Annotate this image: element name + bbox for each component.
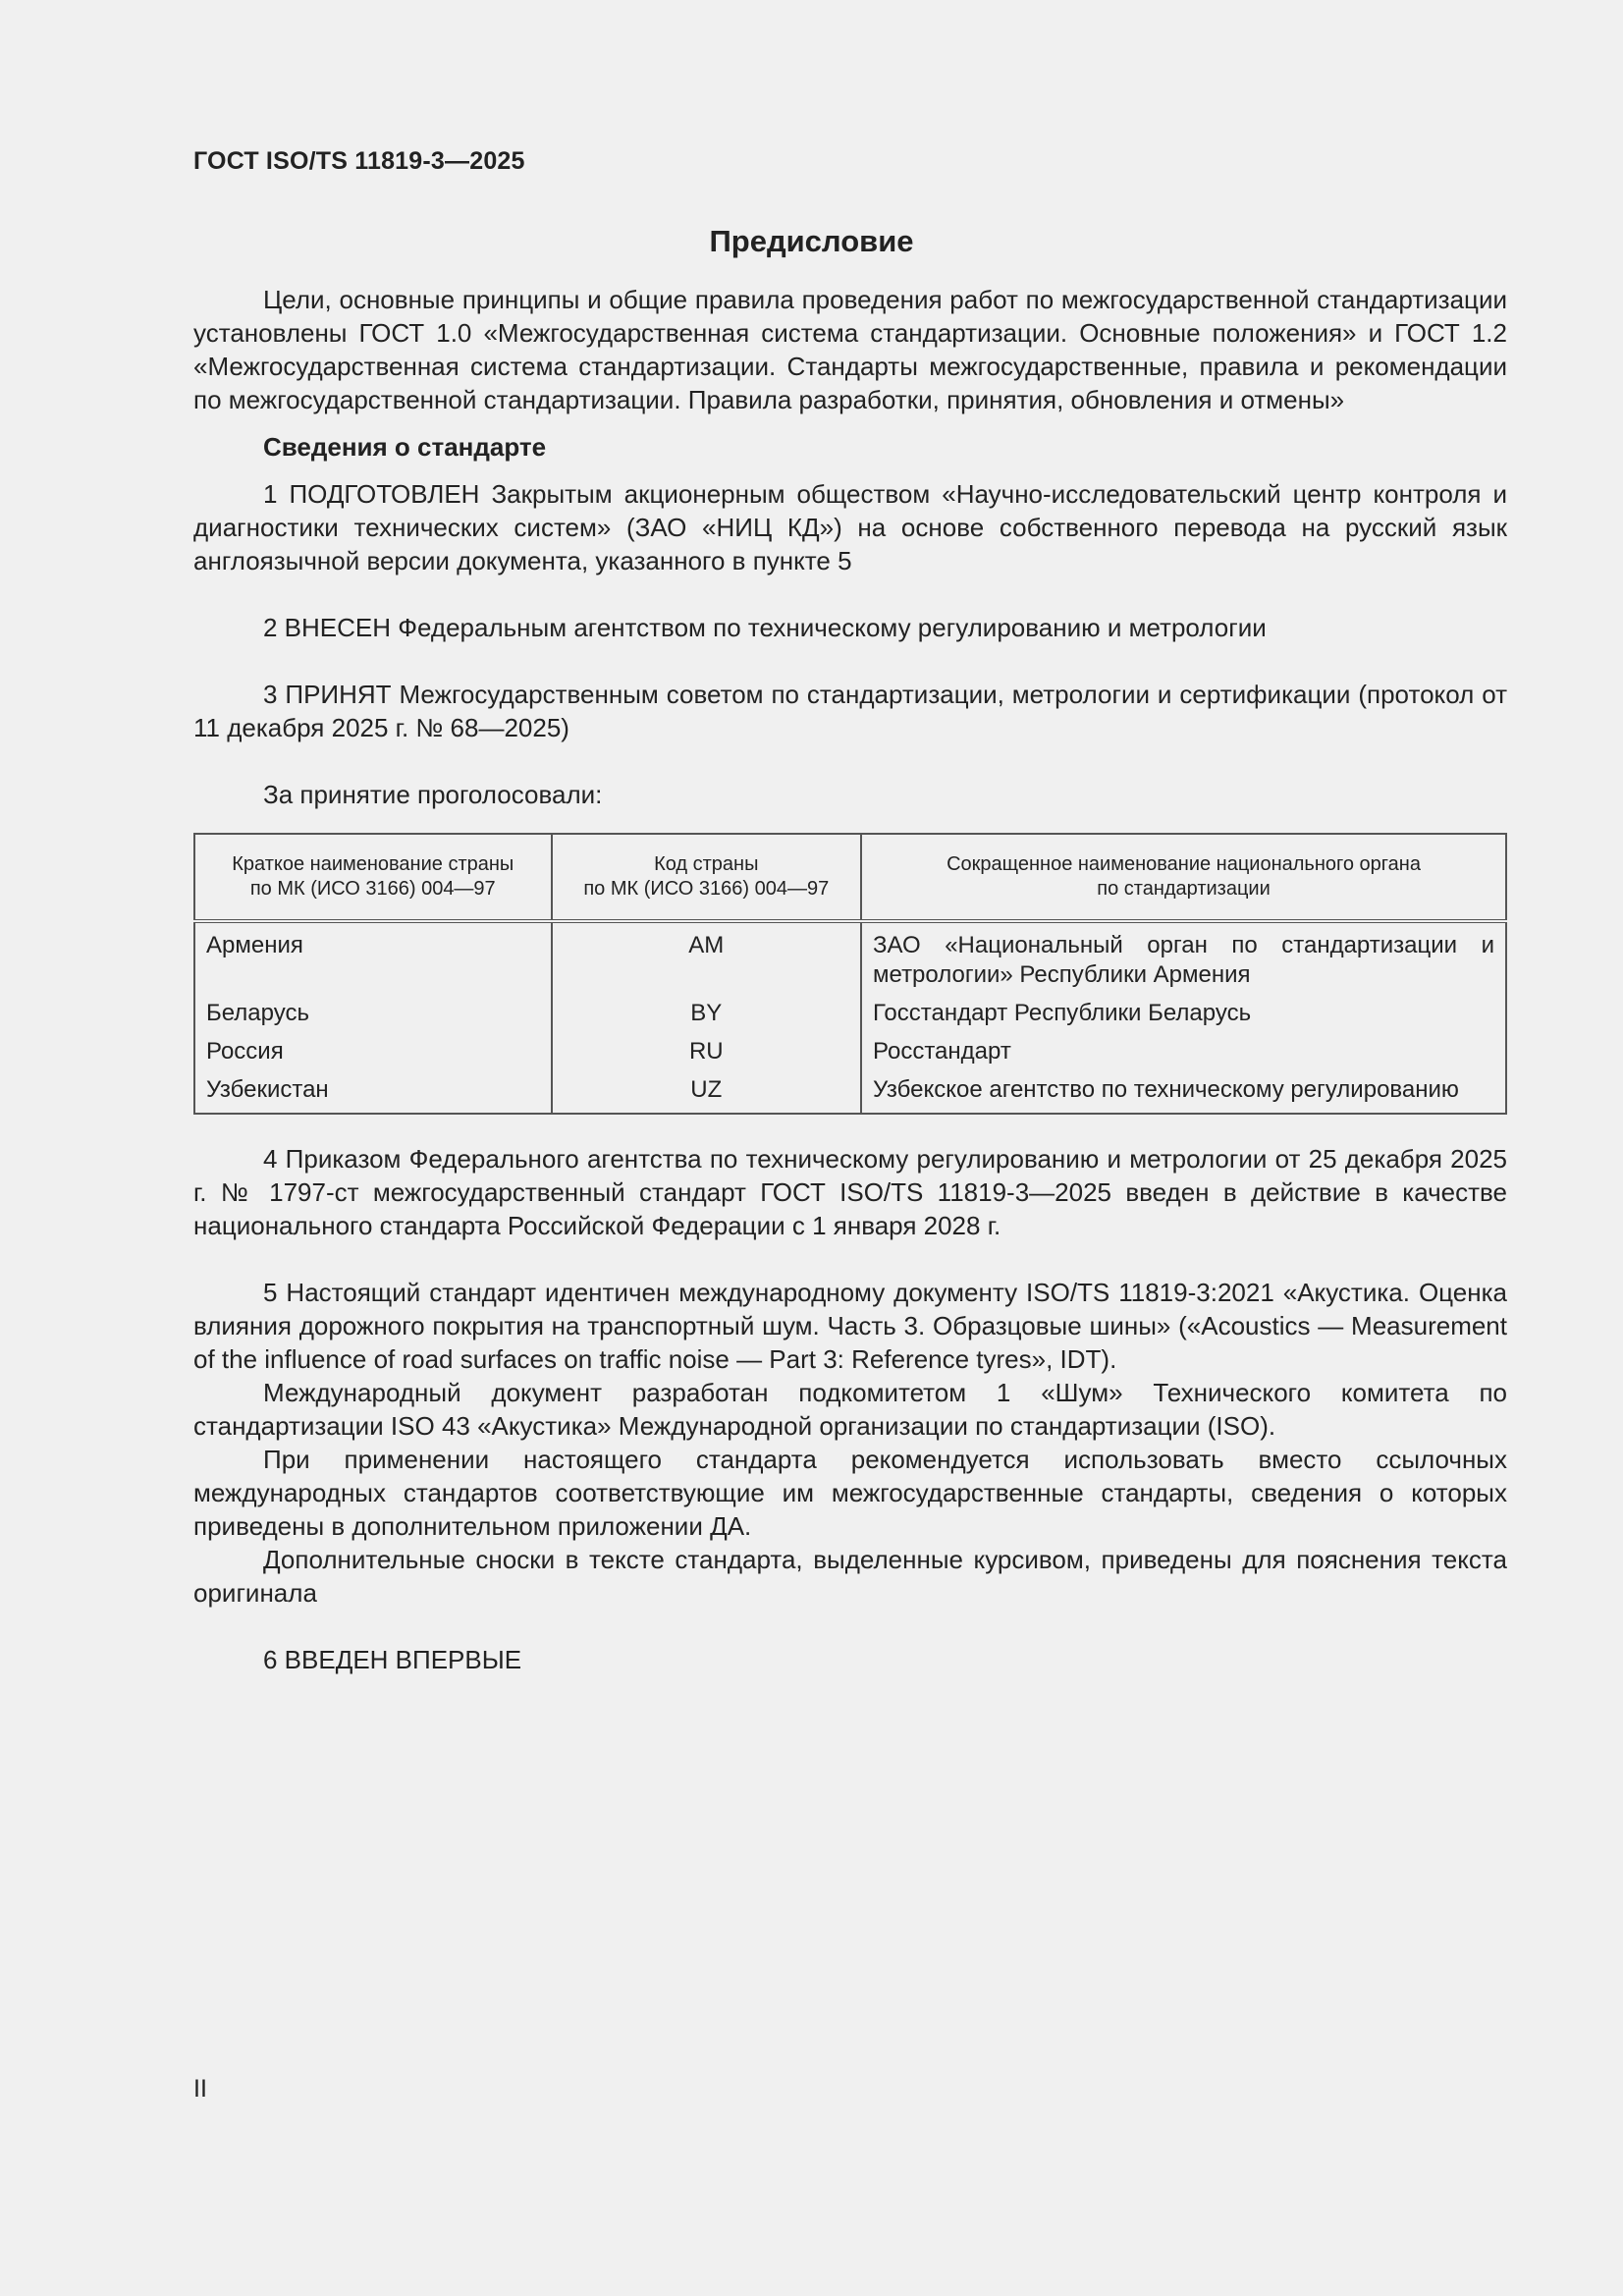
voted-label: За принятие проголосовали:: [263, 780, 603, 809]
table-row: [194, 1071, 1506, 1114]
cell-org: Госстандарт Республики Беларусь: [861, 995, 1506, 1033]
header-code: Код страны по МК (ИСО 3166) 004—97: [552, 834, 861, 921]
item-6-introduced: 6 ВВЕДЕН ВПЕРВЫЕ: [263, 1645, 522, 1674]
cell-country: Россия: [194, 1033, 552, 1071]
table-row: [194, 995, 1506, 1033]
cell-code: RU: [552, 1033, 861, 1071]
item-5-references: При применении настоящего стандарта рекомендуется использовать вместо ссылочных международных стандартов соответствующие им межгосударственные стандарты, сведения о которых приведены в дополнительном приложении ДА.: [193, 1445, 1507, 1541]
header-org: Сокращенное наименование национального органа по стандартизации: [861, 834, 1506, 921]
cell-org: Узбекское агентство по техническому регулированию: [861, 1071, 1506, 1114]
page-title: Предисловие: [709, 224, 914, 258]
info-heading: Сведения о стандарте: [263, 432, 547, 462]
header-country: Краткое наименование страны по МК (ИСО 3166) 004—97: [194, 834, 552, 921]
table-row: [194, 921, 1506, 995]
item-3-adopted: 3 ПРИНЯТ Межгосударственным советом по стандартизации, метрологии и сертификации (протокол от 11 декабря 2025 г. № 68—2025): [193, 680, 1507, 742]
item-1-prepared: 1 ПОДГОТОВЛЕН Закрытым акционерным обществом «Научно-исследовательский центр контроля и диагностики технических систем» (ЗАО «НИЦ КД») на основе собственного перевода на русский язык англоязычной версии документа, указанного в пункте 5: [193, 479, 1507, 575]
cell-country: Узбекистан: [194, 1071, 552, 1114]
cell-org: Росстандарт: [861, 1033, 1506, 1071]
item-5-developer: Международный документ разработан подкомитетом 1 «Шум» Технического комитета по стандартизации ISO 43 «Акустика» Международной организации по стандартизации (ISO).: [193, 1378, 1507, 1441]
cell-org: ЗАО «Национальный орган по стандартизации и метрологии» Республики Армения: [861, 921, 1506, 995]
voting-countries-table: [193, 833, 1507, 1115]
table-header-row: [194, 834, 1506, 921]
cell-country: Армения: [194, 921, 552, 995]
intro-paragraph: Цели, основные принципы и общие правила проведения работ по межгосударственной стандартизации установлены ГОСТ 1.0 «Межгосударственная система стандартизации. Основные положения» и ГОСТ 1.2 «Межгосударственная система стандартизации. Стандарты межгосударственные, правила и рекомендации по межгосударственной стандартизации. Правила разработки, принятия, обновления и отмены»: [193, 285, 1507, 414]
page-number: II: [193, 2075, 207, 2103]
cell-country: Беларусь: [194, 995, 552, 1033]
cell-code: AM: [552, 921, 861, 995]
item-5-footnotes: Дополнительные сноски в тексте стандарта, выделенные курсивом, приведены для пояснения текста оригинала: [193, 1545, 1507, 1608]
item-4-order: 4 Приказом Федерального агентства по техническому регулированию и метрологии от 25 декабря 2025 г. № 1797-ст межгосударственный стандарт ГОСТ ISO/TS 11819-3—2025 введен в действие в качестве национального стандарта Российской Федерации с 1 января 2028 г.: [193, 1144, 1507, 1240]
cell-code: BY: [552, 995, 861, 1033]
document-code: ГОСТ ISO/TS 11819-3—2025: [193, 147, 525, 175]
table-row: [194, 1033, 1506, 1071]
item-2-submitted: 2 ВНЕСЕН Федеральным агентством по техническому регулированию и метрологии: [263, 613, 1267, 642]
page-content: [193, 283, 1507, 1676]
item-5-identity: 5 Настоящий стандарт идентичен международному документу ISO/TS 11819-3:2021 «Акустика. Оценка влияния дорожного покрытия на транспортный шум. Часть 3. Образцовые шины» («Acoustics — Measurement of the influence of road surfaces on traffic noise — Part 3: Reference tyres», IDT).: [193, 1278, 1507, 1374]
cell-code: UZ: [552, 1071, 861, 1114]
